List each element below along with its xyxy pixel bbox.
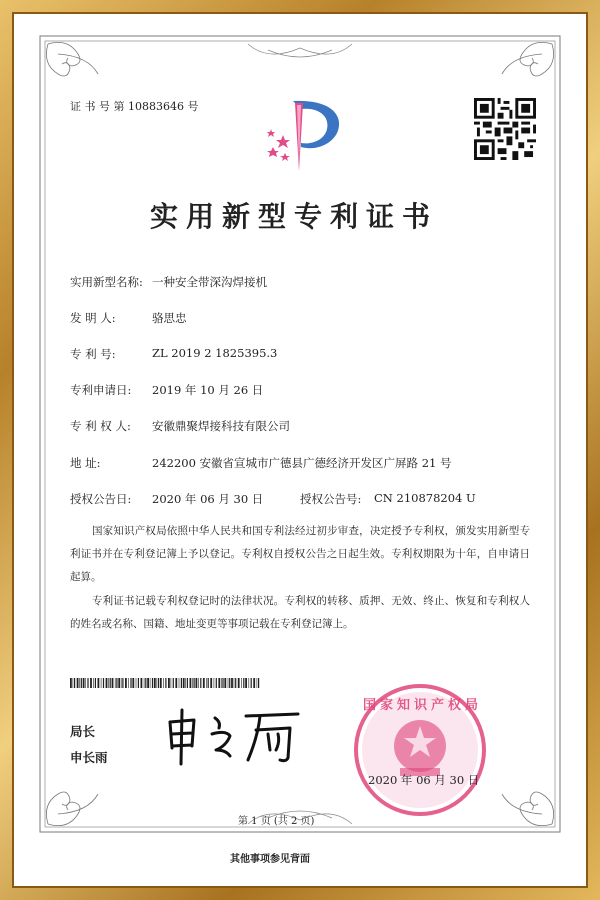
grant-statement-paragraph: 国家知识产权局依照中华人民共和国专利法经过初步审查，决定授予专利权，颁发实用新型专利证书并在专利登记簿上予以登记。专利权自授权公告之日起生效。专利权期限为十年，自申请日起算。 (70, 525, 530, 583)
certificate-number: 证 书 号 第 10883646 号 (70, 100, 199, 113)
field-label-grant-date: 授权公告日: (70, 492, 132, 506)
field-label-publication-number: 授权公告号: (300, 492, 362, 506)
field-value-patentee: 安徽鼎聚焊接科技有限公司 (152, 419, 290, 433)
footer-note: 其他事项参见背面 (230, 854, 310, 865)
field-label-inventor: 发 明 人: (70, 311, 116, 325)
field-value-application-date: 2019 年 10 月 26 日 (152, 383, 264, 397)
field-label-patent-number: 专 利 号: (70, 347, 116, 361)
director-signature (160, 700, 310, 770)
sipo-logo-icon (255, 95, 350, 175)
field-value-patent-number: ZL 2019 2 1825395.3 (152, 346, 278, 360)
page-info: 第 1 页 (共 2 页) (238, 816, 315, 827)
certificate-title: 实用新型专利证书 (150, 200, 439, 233)
field-label-address: 地 址: (70, 456, 101, 470)
qr-code-icon (474, 98, 536, 160)
seal-text: 国家知识产权局 (363, 698, 483, 713)
field-label-patentee: 专 利 权 人: (70, 419, 131, 433)
field-label-utility-name: 实用新型名称: (70, 275, 143, 289)
field-value-address: 242200 安徽省宣城市广德县广德经济开发区广屏路 21 号 (152, 456, 452, 470)
field-value-inventor: 骆思忠 (152, 311, 187, 325)
director-title: 局长 (70, 724, 96, 739)
field-value-publication-number: CN 210878204 U (374, 491, 476, 505)
field-label-application-date: 专利申请日: (70, 383, 132, 397)
legal-status-paragraph: 专利证书记载专利权登记时的法律状况。专利权的转移、质押、无效、终止、恢复和专利权人的姓名或名称、国籍、地址变更等事项记载在专利登记簿上。 (70, 595, 530, 630)
seal-date: 2020 年 06 月 30 日 (368, 773, 480, 787)
field-value-grant-date: 2020 年 06 月 30 日 (152, 492, 264, 506)
director-name: 申长雨 (70, 750, 108, 765)
barcode-icon (70, 678, 260, 688)
field-value-utility-name: 一种安全带深沟焊接机 (152, 275, 267, 289)
